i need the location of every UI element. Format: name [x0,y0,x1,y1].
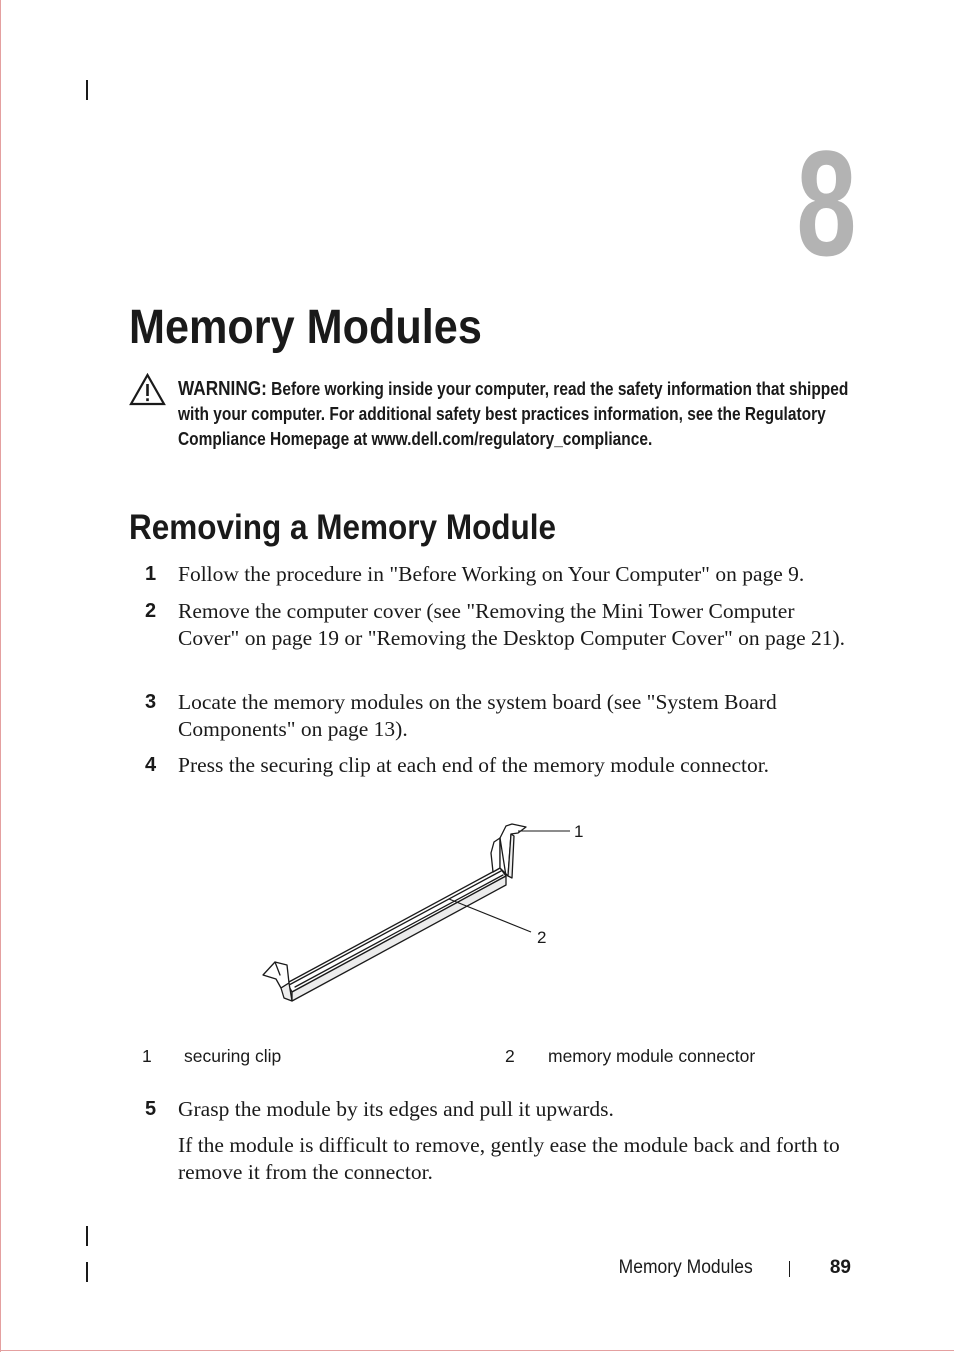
step-text: Locate the memory modules on the system board (see "System Board Components" on page 13). [178,690,777,741]
legend-number-1: 1 [142,1046,152,1066]
step-number: 1 [145,563,157,585]
page-edge-left [0,0,1,1352]
legend-number-2: 2 [505,1046,515,1066]
step-number: 2 [145,600,157,622]
legend-label-2: memory module connector [548,1046,756,1066]
footer-page-number: 89 [829,1257,851,1278]
warning-body: Before working inside your computer, read the safety information that shipped with your computer. For additional safety best practices information, see the Regulatory Compliance Homepage at www.dell.com/regulatory_compliance. [178,379,849,449]
chapter-number: 8 [795,119,856,287]
step-number: 3 [145,691,157,713]
step-text: Grasp the module by its edges and pull it upwards. [178,1097,614,1121]
crop-mark-bottom-lower [86,1262,88,1282]
footer-separator [789,1261,790,1277]
warning-label: WARNING: [178,378,267,400]
crop-mark-bottom-upper [86,1226,88,1246]
footer-chapter-title: Memory Modules [618,1257,753,1278]
section-title: Removing a Memory Module [129,508,557,547]
step-note: If the module is difficult to remove, gently ease the module back and forth to remove it from the connector. [178,1133,840,1184]
warning-triangle-icon [129,373,166,406]
memory-connector-illustration [250,812,600,1012]
callout-number-2: 2 [537,928,547,947]
step-text: Remove the computer cover (see "Removing the Mini Tower Computer Cover" on page 19 or "Removing the Desktop Computer Cover" on page 21). [178,599,846,650]
step-number: 5 [145,1098,157,1120]
crop-mark-top [86,80,88,100]
step-text: Follow the procedure in "Before Working on Your Computer" on page 9. [178,562,805,586]
step-text: Press the securing clip at each end of the memory module connector. [178,753,770,777]
warning-notice [178,377,849,452]
callout-number-1: 1 [574,822,584,841]
step-number: 4 [145,754,157,776]
chapter-title: Memory Modules [129,301,482,354]
page-edge-bottom [0,1350,954,1351]
callout-leader-2 [449,899,531,932]
legend-label-1: securing clip [184,1046,282,1066]
